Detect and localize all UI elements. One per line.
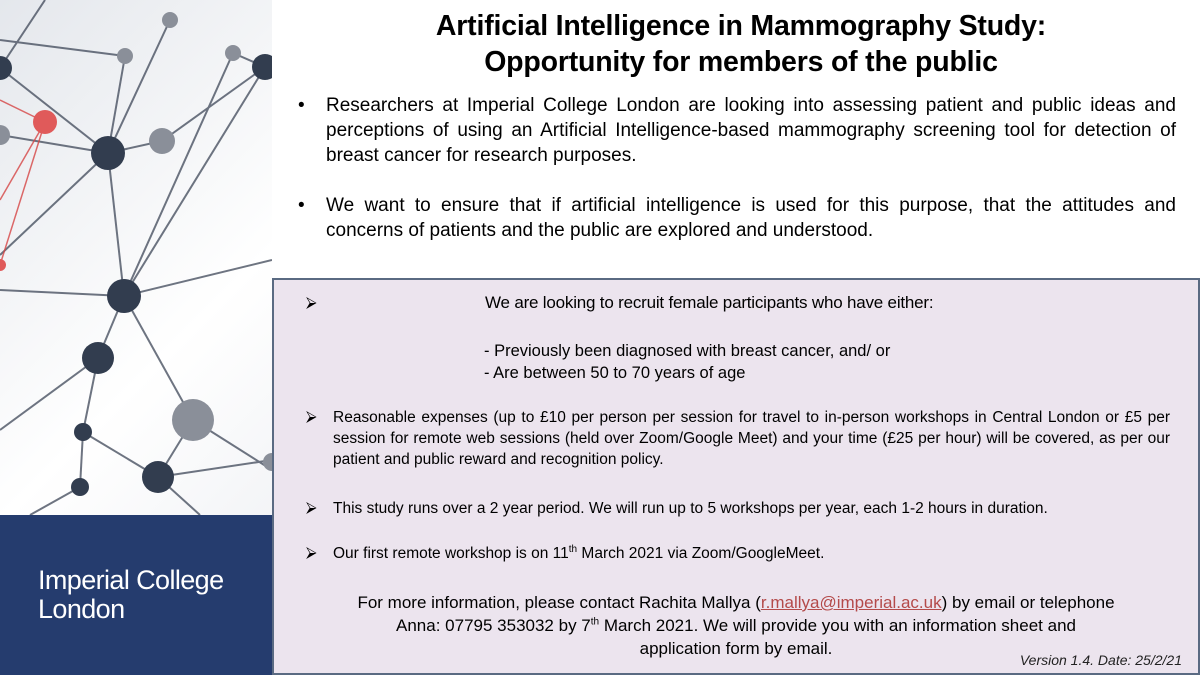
- workshop-after: via Zoom/GoogleMeet.: [663, 545, 825, 562]
- network-node: [263, 453, 272, 471]
- contact-line-2: [286, 614, 1186, 637]
- network-node: [172, 399, 214, 441]
- arrow-bullet-icon: ⮚: [306, 408, 317, 425]
- contact-line-3: application form by email.: [639, 639, 833, 658]
- duration-text: This study runs over a 2 year period. We will run up to 5 workshops per year, each 1-2 hours in duration.: [333, 500, 1048, 517]
- logo-line-2: London: [38, 594, 125, 624]
- arrow-bullet-icon: ⮚: [306, 294, 317, 311]
- version-stamp: Version 1.4. Date: 25/2/21: [1019, 652, 1182, 668]
- workshop-before: Our first remote workshop is on: [333, 545, 553, 562]
- network-node: [0, 125, 10, 145]
- contact-phone-before: Anna: 07795 353032 by 7: [396, 616, 591, 635]
- network-node: [74, 423, 92, 441]
- title-line-2: Opportunity for members of the public: [484, 46, 998, 78]
- network-node: [82, 342, 114, 374]
- workshop-text: [333, 543, 1170, 564]
- bullet-glyph: •: [298, 95, 305, 116]
- recruit-heading: We are looking to recruit female participants who have either:: [485, 293, 934, 312]
- criteria-list: [484, 340, 890, 384]
- title-line-1: Artificial Intelligence in Mammography Study:: [435, 10, 1047, 42]
- network-node: [0, 259, 6, 271]
- arrow-bullet-icon: ⮚: [306, 499, 317, 516]
- contact-date-suffix: th: [590, 616, 600, 628]
- workshop-day-suffix: th: [568, 543, 578, 555]
- contact-after-link: ) by email or telephone: [941, 593, 1115, 612]
- intro-bullet: [298, 93, 1176, 168]
- imperial-college-logo: [38, 566, 268, 624]
- intro-bullet-text: We want to ensure that if artificial intelligence is used for this purpose, that the attitudes and concerns of patients and the public are explored and understood.: [326, 195, 1176, 241]
- page-title: [282, 8, 1200, 80]
- network-node: [149, 128, 175, 154]
- workshop-date-rest: March 2021: [577, 545, 664, 562]
- network-node: [117, 48, 133, 64]
- network-node: [91, 136, 125, 170]
- network-node: [162, 12, 178, 28]
- arrow-bullet-icon: ⮚: [306, 544, 317, 561]
- contact-phone-after: March 2021. We will provide you with an information sheet and: [599, 616, 1076, 635]
- contact-email-link[interactable]: r.mallya@imperial.ac.uk: [760, 593, 942, 612]
- network-node: [225, 45, 241, 61]
- expenses-text: Reasonable expenses (up to £10 per person per session for travel to in-person workshops in Central London or £5 per session for remote web sessions (held over Zoom/Google Meet) and your time (£25 per hour) will be covered, as per our patient and public reward and recognition policy.: [333, 409, 1170, 468]
- workshop-day: 11: [552, 545, 569, 562]
- network-graphic: [0, 0, 272, 515]
- intro-bullet: [298, 193, 1176, 243]
- contact-info: [286, 591, 1186, 660]
- network-node: [142, 461, 174, 493]
- contact-line-1: [286, 591, 1186, 614]
- network-node: [71, 478, 89, 496]
- criteria-item: - Are between 50 to 70 years of age: [484, 364, 746, 382]
- recruitment-box: [272, 278, 1200, 675]
- logo-line-1: Imperial College: [38, 565, 224, 595]
- contact-before-link: For more information, please contact Rachita Mallya (: [357, 593, 761, 612]
- intro-bullet-text: Researchers at Imperial College London are looking into assessing patient and public ideas and perceptions of using an Artificial Intelligence-based mammography screening tool for detection of breast cancer for research purposes.: [326, 95, 1176, 166]
- network-node: [33, 110, 57, 134]
- bullet-glyph: •: [298, 195, 305, 216]
- network-node: [107, 279, 141, 313]
- network-node: [252, 54, 272, 80]
- criteria-item: - Previously been diagnosed with breast cancer, and/ or: [484, 342, 891, 360]
- intro-bullets: [298, 93, 1176, 243]
